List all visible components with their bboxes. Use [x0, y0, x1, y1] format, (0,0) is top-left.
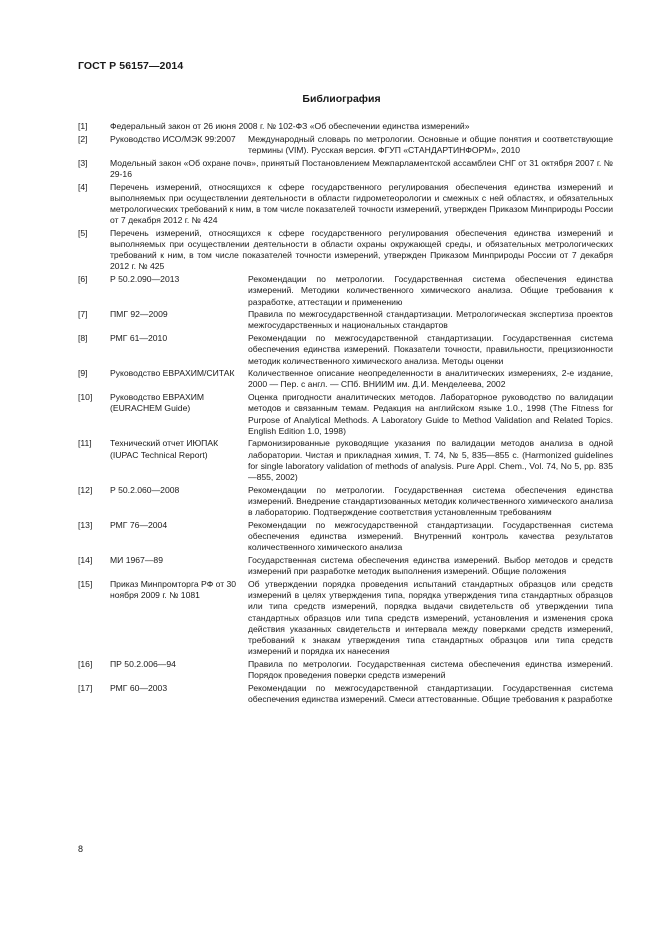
entry-number: [3] [78, 157, 88, 168]
entry-description: Об утверждении порядка проведения испытаний стандартных образцов или средств измерений в целях утверждения типа, порядка утверждения типа стандартных образцов или типа средств измерений, порядка выдачи свидетельств об утверждении типа стандартных образцов или типа средств измерений, установления и изменения срока действия указанных свидетельств и интервала между поверками средств измерений, требований к знакам утверждения типа стандартных образцов или типа средств измерений и порядка их нанесения [248, 578, 613, 657]
entry-description: Правила по метрологии. Государственная система обеспечения единства измерений. Порядок проведения поверки средств измерений [248, 658, 613, 681]
entry-description: Количественное описание неопределенности в аналитических измерениях, 2-е издание, 2000 — Пер. с англ. — СПб. ВНИИМ им. Д.И. Менделеева, 2002 [248, 368, 613, 390]
entry-number: [6] [78, 274, 88, 285]
entry-source: РМГ 60—2003 [110, 682, 168, 693]
entry-text: Федеральный закон от 26 июня 2008 г. № 102-ФЗ «Об обеспечении единства измерений» [110, 121, 470, 131]
document-header: ГОСТ Р 56157—2014 [78, 60, 184, 72]
entry-description: Рекомендации по межгосударственной стандартизации. Государственная система обеспечения единства измерений. Внутренний контроль качества результатов количественного химического анализа [248, 519, 613, 553]
entry-number: [4] [78, 181, 88, 192]
entry-source: Р 50.2.060—2008 [110, 484, 180, 495]
entry-text: Перечень измерений, относящихся к сфере государственного регулирования обеспечения единства измерений и выполняемых при осуществлении деятельности в области охраны окружающей среды, и обязательных метрологических требований к ним, в том числе показателей точности измерений, утвержден Приказом Минприроды России от 7 декабря 2012 г. № 425 [110, 227, 613, 272]
bibliography-entry [78, 228, 613, 273]
bibliography-entry [78, 683, 613, 705]
entry-number: [2] [78, 133, 88, 144]
entry-description: Оценка пригодности аналитических методов. Лабораторное руководство по валидации методов и связанным темам. Редакция на английском языке 1.0., 1998 (The Fitness for Purpose of Analytical Methods. A Laboratory Guide to Method Validation and Related Topics. English Edition 1.0, 1998) [248, 392, 613, 436]
bibliography-entry [78, 392, 613, 437]
entry-source: РМГ 61—2010 [110, 333, 168, 344]
entry-number: [8] [78, 333, 88, 344]
bibliography-entry [78, 309, 613, 331]
entry-source: Руководство ИСО/МЭК 99:2007 [110, 133, 236, 144]
entry-source: ПР 50.2.006—94 [110, 658, 176, 669]
entry-source: Руководство ЕВРАХИМ (EURACHEM Guide) [110, 392, 205, 414]
bibliography-entry [78, 520, 613, 554]
entry-number: [14] [78, 555, 93, 566]
bibliography-entry [78, 158, 613, 180]
entry-source: Приказ Минпромторга РФ от 30 ноября 2009 г. № 1081 [110, 578, 237, 601]
entry-description: Рекомендации по межгосударственной стандартизации. Государственная система обеспечения единства измерений. Смеси аттестованные. Общие требования к разработке [248, 682, 613, 704]
entry-description: Гармонизированные руководящие указания по валидации методов анализа в одной лаборатории. Чистая и прикладная химия, Т. 74, № 5, 835—855 с. (Harmonized guidelines for single laboratory validation of methods of analysis. Pure Appl. Chem., Vol. 74, No 5, pp. 835—855, 2002) [248, 438, 613, 483]
entry-number: [16] [78, 658, 93, 669]
bibliography-entry [78, 333, 613, 367]
bibliography-entry [78, 274, 613, 308]
bibliography-entry [78, 368, 613, 390]
entry-number: [9] [78, 368, 88, 379]
entry-source: МИ 1967—89 [110, 555, 163, 566]
entry-text: Перечень измерений, относящихся к сфере государственного регулирования обеспечения единства измерений и выполняемых при осуществлении деятельности в области гидрометеорологии и смежных с ней областях, и обязательных метрологических требований к ним, в том числе показателей точности измерений, утвержден Приказом Минприроды России от 7 декабря 2012 г. № 424 [110, 181, 613, 226]
entry-description: Рекомендации по метрологии. Государственная система обеспечения единства измерений. Внедрение стандартизованных методик количественного химического анализа в лабораторию. Подтверждение соответствия установленным требованиям [248, 484, 613, 518]
entry-number: [10] [78, 392, 93, 403]
entry-description: Государственная система обеспечения единства измерений. Выбор методов и средств измерений при разработке методик выполнения измерений. Общие положения [248, 555, 613, 577]
bibliography-entry [78, 659, 613, 681]
page-number: 8 [78, 844, 84, 854]
bibliography-entry [78, 555, 613, 577]
entry-number: [17] [78, 682, 93, 693]
entry-description: Правила по межгосударственной стандартизации. Метрологическая экспертиза проектов межгосударственных и национальных стандартов [248, 309, 613, 331]
entry-description: Международный словарь по метрологии. Основные и общие понятия и соответствующие термины (VIM). Русская версия. ФГУП «СТАНДАРТИНФОРМ», 2010 [248, 133, 613, 155]
entry-source: Р 50.2.090—2013 [110, 274, 180, 285]
entry-description: Рекомендации по межгосударственной стандартизации. Государственная система обеспечения единства измерений. Показатели точности, правильности, прецизионности методик количественного химического анализа. Методы оценки [248, 333, 613, 366]
page-title: Библиография [302, 93, 381, 105]
bibliography-list [78, 121, 613, 707]
entry-number: [5] [78, 227, 88, 238]
entry-source: Руководство ЕВРАХИМ/СИТАК [110, 368, 235, 379]
entry-number: [13] [78, 519, 93, 530]
entry-number: [1] [78, 121, 88, 131]
bibliography-entry [78, 121, 613, 132]
entry-source: РМГ 76—2004 [110, 519, 168, 530]
entry-source: ПМГ 92—2009 [110, 309, 168, 320]
entry-number: [15] [78, 578, 93, 589]
entry-description: Рекомендации по метрологии. Государственная система обеспечения единства измерений. Методики количественного химического анализа. Общие требования к разработке, аттестации и применению [248, 274, 613, 307]
bibliography-entry [78, 182, 613, 227]
bibliography-entry [78, 579, 613, 657]
bibliography-entry [78, 485, 613, 519]
entry-text: Модельный закон «Об охране почв», принятый Постановлением Межпарламентской ассамблеи СНГ от 31 октября 2007 г. № 29-16 [110, 157, 613, 179]
entry-source: Технический отчет ИЮПАК (IUPAC Technical Report) [110, 438, 219, 460]
entry-number: [12] [78, 484, 93, 495]
bibliography-entry [78, 134, 613, 156]
entry-number: [11] [78, 438, 92, 449]
entry-number: [7] [78, 309, 88, 320]
bibliography-entry [78, 438, 613, 483]
